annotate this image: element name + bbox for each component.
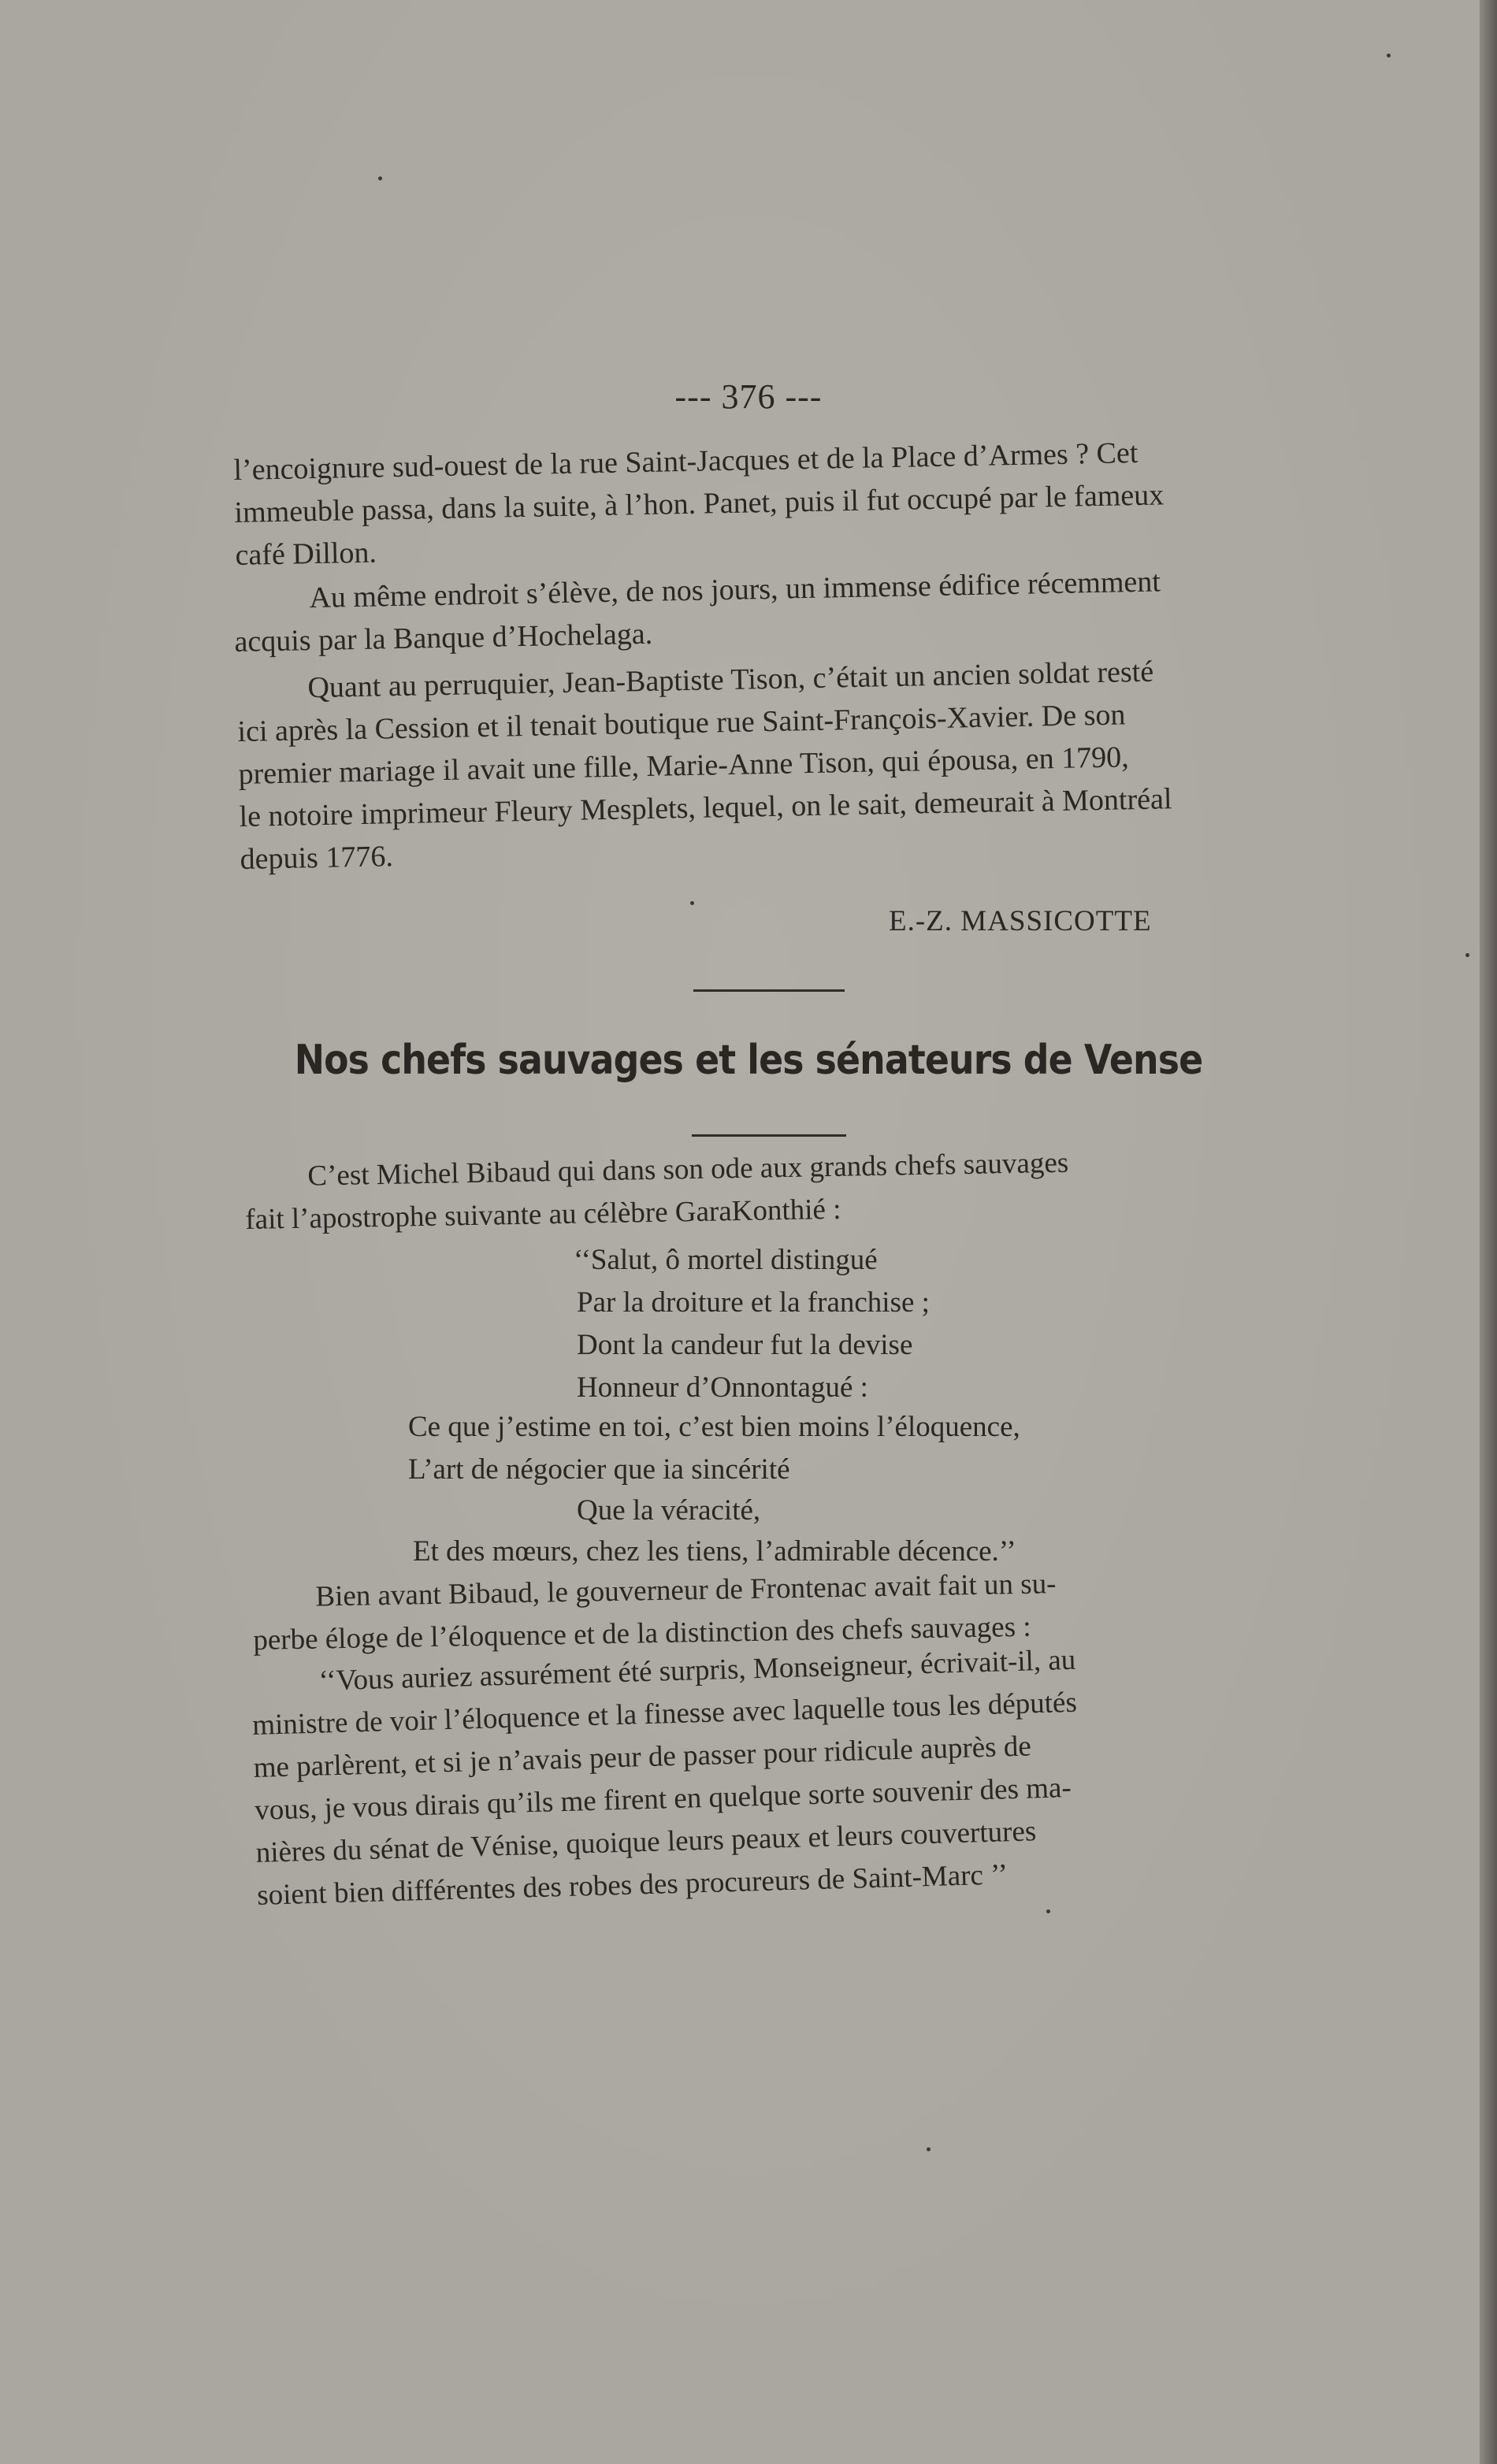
text-line: immeuble passa, dans la suite, à l’hon. Panet, puis il fut occupé par le fameux — [234, 478, 1165, 529]
text-line: ministre de voir l’éloquence et la finesse avec laquelle tous les députés — [251, 1686, 1078, 1742]
poem-line: Ce que j’estime en toi, c’est bien moins l’éloquence, — [408, 1411, 1020, 1443]
divider-rule-bottom — [692, 1134, 846, 1137]
paper-speck — [378, 176, 382, 180]
text-line: acquis par la Banque d’Hochelaga. — [234, 617, 653, 659]
poem-line: Que la véracité, — [577, 1494, 761, 1527]
poem-line: Et des mœurs, chez les tiens, l’admirable décence.’’ — [413, 1535, 1016, 1568]
text-line: l’encoignure sud-ouest de la rue Saint-Jacques et de la Place d’Armes ? Cet — [233, 436, 1139, 487]
text-line: depuis 1776. — [240, 840, 394, 876]
text-line: soient bien différentes des robes des procureurs de Saint-Marc ’’ — [256, 1858, 1009, 1912]
poem-line: L’art de négocier que ia sincérité — [408, 1453, 790, 1486]
paper-speck — [927, 2147, 931, 2151]
article-title: Nos chefs sauvages et les sénateurs de Vense — [294, 1037, 1203, 1084]
paper-speck — [1046, 1909, 1050, 1913]
divider-rule-top — [693, 989, 845, 992]
text-line: ici après la Cession et il tenait boutique rue Saint-François-Xavier. De son — [237, 698, 1126, 748]
text-line: Quant au perruquier, Jean-Baptiste Tison, c’était un ancien soldat resté — [307, 655, 1154, 705]
paper-speck — [1465, 953, 1469, 957]
text-line: café Dillon. — [235, 536, 377, 572]
text-line: premier mariage il avait une fille, Marie-Anne Tison, qui épousa, en 1790, — [238, 740, 1130, 791]
author-signature: E.-Z. MASSICOTTE — [889, 905, 1152, 937]
intro-paragraph — [233, 429, 1291, 577]
poem-line: Par la droiture et la franchise ; — [577, 1286, 930, 1319]
text-line: Bien avant Bibaud, le gouverneur de Frontenac avait fait un su- — [315, 1568, 1057, 1613]
text-line: nières du sénat de Vénise, quoique leurs peaux et leurs couvertures — [255, 1815, 1037, 1869]
text-line: perbe éloge de l’éloquence et de la distinction des chefs sauvages : — [253, 1610, 1031, 1657]
text-line: vous, je vous dirais qu’ils me firent en quelque sorte souvenir des ma- — [254, 1771, 1072, 1827]
text-line: me parlèrent, et si je n’avais peur de passer pour ridicule auprès de — [253, 1730, 1032, 1784]
poem-line: ‘‘Salut, ô mortel distingué — [574, 1244, 878, 1276]
page-number: --- 376 --- — [674, 377, 823, 416]
text-line: C’est Michel Bibaud qui dans son ode aux grands chefs sauvages — [307, 1146, 1069, 1193]
second-paragraph — [233, 558, 1291, 663]
poem-line: Honneur d’Onnontagué : — [577, 1371, 868, 1404]
text-line: ‘‘Vous auriez assurément été surpris, Monseigneur, écrivait-il, au — [318, 1643, 1076, 1698]
text-line: Au même endroit s’élève, de nos jours, un immense édifice récemment — [309, 565, 1161, 615]
quote-paragraph — [251, 1631, 1353, 1917]
poem-line: Dont la candeur fut la devise — [577, 1329, 913, 1361]
paper-speck — [1387, 54, 1391, 58]
page-edge-shadow — [1480, 0, 1497, 2464]
article-intro — [244, 1137, 1349, 1241]
text-line: fait l’apostrophe suivante au célèbre GaraKonthié : — [245, 1193, 841, 1236]
text-line: le notoire imprimeur Fleury Mesplets, lequel, on le sait, demeurait à Montréal — [239, 782, 1172, 833]
third-paragraph — [236, 648, 1296, 881]
paper-speck — [690, 901, 694, 905]
